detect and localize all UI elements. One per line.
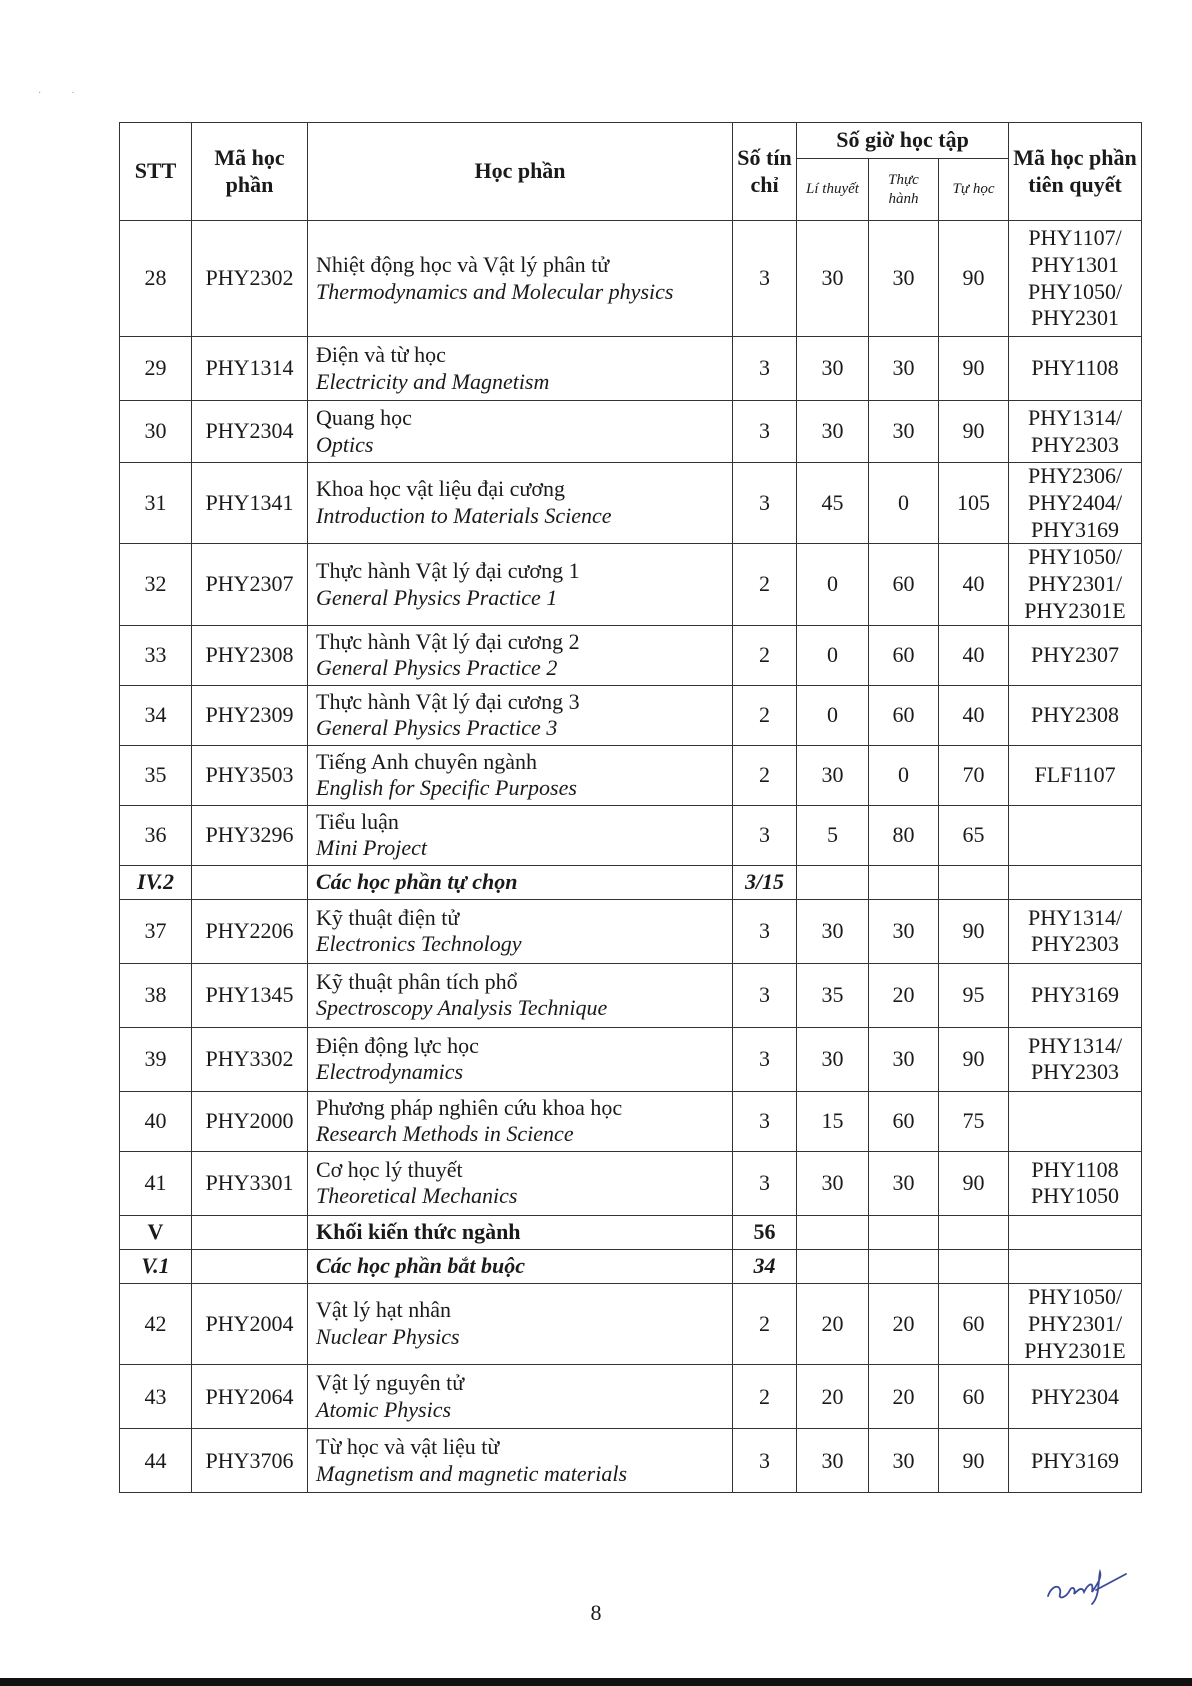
section-row <box>120 1215 1142 1249</box>
table-row <box>120 544 1142 625</box>
course-name-vietnamese: Điện động lực học <box>316 1032 479 1058</box>
prerequisite-codes <box>1009 401 1142 463</box>
section-title: Các học phần tự chọn <box>308 865 733 899</box>
course-code: PHY2064 <box>192 1365 308 1429</box>
header-study-hours: Số giờ học tập <box>797 123 1009 159</box>
theory-hours: 35 <box>797 963 869 1027</box>
prerequisite-code: PHY3169 <box>1031 1447 1120 1473</box>
row-number: 29 <box>120 337 192 401</box>
course-name <box>308 401 733 463</box>
self-study-hours: 90 <box>939 1429 1009 1493</box>
section-number: IV.2 <box>120 865 192 899</box>
course-name-english: Nuclear Physics <box>316 1324 460 1350</box>
credits: 3 <box>733 337 797 401</box>
self-study-hours: 90 <box>939 1151 1009 1215</box>
practice-hours: 0 <box>869 463 939 544</box>
course-name-vietnamese: Tiểu luận <box>316 808 399 834</box>
theory-hours: 0 <box>797 625 869 685</box>
prerequisite-codes <box>1009 221 1142 337</box>
course-name-english: Mini Project <box>316 835 427 861</box>
course-name-vietnamese: Từ học và vật liệu từ <box>316 1434 500 1460</box>
practice-hours: 20 <box>869 1365 939 1429</box>
theory-hours: 15 <box>797 1091 869 1151</box>
prerequisite-code: PHY2303 <box>1031 931 1120 957</box>
self-study-hours: 90 <box>939 899 1009 963</box>
course-name-vietnamese: Khoa học vật liệu đại cương <box>316 476 565 502</box>
course-name-vietnamese: Vật lý nguyên tử <box>316 1370 465 1396</box>
table-row <box>120 1429 1142 1493</box>
course-code: PHY3301 <box>192 1151 308 1215</box>
course-name-vietnamese: Phương pháp nghiên cứu khoa học <box>316 1094 623 1120</box>
theory-hours: 30 <box>797 899 869 963</box>
prerequisite-code: PHY1108 <box>1031 1156 1119 1182</box>
course-code: PHY2302 <box>192 221 308 337</box>
theory-hours: 30 <box>797 1151 869 1215</box>
row-number: 38 <box>120 963 192 1027</box>
section-prereq-empty <box>1009 1215 1142 1249</box>
header-theory: Lí thuyết <box>797 159 869 221</box>
table-row <box>120 625 1142 685</box>
section-code-empty <box>192 865 308 899</box>
self-study-hours: 95 <box>939 963 1009 1027</box>
prerequisite-codes <box>1009 1365 1142 1429</box>
course-name <box>308 1151 733 1215</box>
row-number: 40 <box>120 1091 192 1151</box>
table-row <box>120 337 1142 401</box>
prerequisite-codes <box>1009 1091 1142 1151</box>
theory-hours: 45 <box>797 463 869 544</box>
practice-hours: 80 <box>869 805 939 865</box>
table-row <box>120 745 1142 805</box>
table-row <box>120 899 1142 963</box>
course-name <box>308 805 733 865</box>
course-name <box>308 337 733 401</box>
credits: 3 <box>733 1091 797 1151</box>
section-row <box>120 865 1142 899</box>
section-theory-empty <box>797 1215 869 1249</box>
prerequisite-code: PHY1108 <box>1031 355 1119 381</box>
prerequisite-code: PHY1314/ <box>1027 904 1123 930</box>
header-course-name: Học phần <box>308 123 733 221</box>
course-code: PHY2309 <box>192 685 308 745</box>
course-name-vietnamese: Vật lý hạt nhân <box>316 1297 452 1323</box>
self-study-hours: 40 <box>939 625 1009 685</box>
self-study-hours: 90 <box>939 401 1009 463</box>
prerequisite-code: PHY1314/ <box>1027 1032 1123 1058</box>
course-code: PHY2307 <box>192 544 308 625</box>
credits: 3 <box>733 899 797 963</box>
theory-hours: 30 <box>797 1429 869 1493</box>
practice-hours: 30 <box>869 401 939 463</box>
credits: 2 <box>733 1283 797 1364</box>
header-course-code: Mã học phần <box>192 123 308 221</box>
prerequisite-code: FLF1107 <box>1034 762 1116 788</box>
row-number: 42 <box>120 1283 192 1364</box>
section-code-empty <box>192 1215 308 1249</box>
practice-hours: 20 <box>869 963 939 1027</box>
credits: 3 <box>733 463 797 544</box>
table-row <box>120 463 1142 544</box>
credits: 2 <box>733 1365 797 1429</box>
course-name-english: Atomic Physics <box>316 1396 452 1422</box>
row-number: 34 <box>120 685 192 745</box>
prerequisite-codes <box>1009 337 1142 401</box>
practice-hours: 60 <box>869 544 939 625</box>
row-number: 39 <box>120 1027 192 1091</box>
prerequisite-codes <box>1009 544 1142 625</box>
self-study-hours: 40 <box>939 544 1009 625</box>
course-name <box>308 899 733 963</box>
row-number: 28 <box>120 221 192 337</box>
signature-mark <box>1040 1566 1130 1606</box>
prerequisite-codes <box>1009 685 1142 745</box>
section-practice-empty <box>869 865 939 899</box>
prerequisite-code: PHY2306/ <box>1027 463 1123 488</box>
self-study-hours: 105 <box>939 463 1009 544</box>
course-name <box>308 1429 733 1493</box>
section-self-empty <box>939 1249 1009 1283</box>
theory-hours: 30 <box>797 337 869 401</box>
course-code: PHY2304 <box>192 401 308 463</box>
prerequisite-codes <box>1009 1027 1142 1091</box>
section-number: V.1 <box>120 1249 192 1283</box>
row-number: 31 <box>120 463 192 544</box>
section-theory-empty <box>797 865 869 899</box>
credits: 2 <box>733 745 797 805</box>
self-study-hours: 60 <box>939 1365 1009 1429</box>
course-name-english: English for Specific Purposes <box>316 775 577 801</box>
row-number: 35 <box>120 745 192 805</box>
practice-hours: 60 <box>869 1091 939 1151</box>
prerequisite-code: PHY3169 <box>1031 516 1120 542</box>
prerequisite-code: PHY3169 <box>1031 982 1120 1008</box>
course-name <box>308 544 733 625</box>
prerequisite-code: PHY1050/ <box>1027 544 1123 570</box>
table-row <box>120 401 1142 463</box>
row-number: 43 <box>120 1365 192 1429</box>
course-code: PHY1314 <box>192 337 308 401</box>
practice-hours: 30 <box>869 899 939 963</box>
row-number: 33 <box>120 625 192 685</box>
course-name-english: General Physics Practice 2 <box>316 655 558 681</box>
prerequisite-codes <box>1009 463 1142 544</box>
course-name-vietnamese: Nhiệt động học và Vật lý phân tử <box>316 251 610 277</box>
prerequisite-code: PHY2307 <box>1031 642 1120 668</box>
row-number: 44 <box>120 1429 192 1493</box>
prerequisite-codes <box>1009 1151 1142 1215</box>
section-row <box>120 1249 1142 1283</box>
section-self-empty <box>939 1215 1009 1249</box>
row-number: 37 <box>120 899 192 963</box>
credits: 2 <box>733 625 797 685</box>
course-name-vietnamese: Tiếng Anh chuyên ngành <box>316 748 538 774</box>
course-code: PHY2000 <box>192 1091 308 1151</box>
table-row <box>120 221 1142 337</box>
credits: 2 <box>733 544 797 625</box>
course-name <box>308 221 733 337</box>
credits: 3 <box>733 1151 797 1215</box>
header-stt: STT <box>120 123 192 221</box>
section-title: Các học phần bắt buộc <box>308 1249 733 1283</box>
practice-hours: 30 <box>869 1429 939 1493</box>
prerequisite-code: PHY2308 <box>1031 702 1120 728</box>
prerequisite-code: PHY1050 <box>1031 1183 1120 1209</box>
course-name <box>308 463 733 544</box>
prerequisite-code: PHY2404/ <box>1027 489 1123 515</box>
self-study-hours: 75 <box>939 1091 1009 1151</box>
theory-hours: 20 <box>797 1365 869 1429</box>
section-self-empty <box>939 865 1009 899</box>
course-code: PHY2004 <box>192 1283 308 1364</box>
prerequisite-code: PHY1050/ <box>1027 1283 1123 1309</box>
table-body <box>120 221 1142 1493</box>
practice-hours: 30 <box>869 337 939 401</box>
section-credits: 3/15 <box>733 865 797 899</box>
practice-hours: 60 <box>869 625 939 685</box>
course-name-vietnamese: Quang học <box>316 404 412 430</box>
course-name <box>308 963 733 1027</box>
table-row <box>120 1283 1142 1364</box>
table-row <box>120 685 1142 745</box>
theory-hours: 0 <box>797 685 869 745</box>
table-row <box>120 1027 1142 1091</box>
prerequisite-codes <box>1009 899 1142 963</box>
table-row <box>120 1365 1142 1429</box>
course-name-vietnamese: Điện và từ học <box>316 341 446 367</box>
row-number: 41 <box>120 1151 192 1215</box>
row-number: 36 <box>120 805 192 865</box>
section-code-empty <box>192 1249 308 1283</box>
header-self-study: Tự học <box>939 159 1009 221</box>
theory-hours: 5 <box>797 805 869 865</box>
prerequisite-codes <box>1009 1283 1142 1364</box>
prerequisite-code: PHY2301E <box>1024 1337 1126 1363</box>
practice-hours: 30 <box>869 1151 939 1215</box>
course-name-english: Electronics Technology <box>316 931 522 957</box>
theory-hours: 30 <box>797 221 869 337</box>
table-row <box>120 963 1142 1027</box>
course-name-vietnamese: Thực hành Vật lý đại cương 1 <box>316 557 580 583</box>
table-row <box>120 1151 1142 1215</box>
credits: 3 <box>733 1429 797 1493</box>
prerequisite-codes <box>1009 625 1142 685</box>
credits: 3 <box>733 805 797 865</box>
course-name-english: Research Methods in Science <box>316 1121 574 1147</box>
prerequisite-codes <box>1009 963 1142 1027</box>
course-code: PHY1345 <box>192 963 308 1027</box>
section-credits: 56 <box>733 1215 797 1249</box>
credits: 2 <box>733 685 797 745</box>
practice-hours: 0 <box>869 745 939 805</box>
section-practice-empty <box>869 1249 939 1283</box>
prerequisite-code: PHY1050/ <box>1027 278 1123 304</box>
course-name-english: General Physics Practice 3 <box>316 715 558 741</box>
prerequisite-code: PHY1301 <box>1031 251 1120 277</box>
course-name-english: Magnetism and magnetic materials <box>316 1460 628 1486</box>
header-practice: Thực hành <box>869 159 939 221</box>
table-row <box>120 805 1142 865</box>
curriculum-table <box>119 122 1142 1493</box>
prerequisite-code: PHY1107/ <box>1028 224 1122 250</box>
theory-hours: 0 <box>797 544 869 625</box>
header-credits: Số tín chỉ <box>733 123 797 221</box>
section-theory-empty <box>797 1249 869 1283</box>
prerequisite-code: PHY2301/ <box>1027 1310 1123 1336</box>
theory-hours: 30 <box>797 401 869 463</box>
self-study-hours: 40 <box>939 685 1009 745</box>
prerequisite-code: PHY1314/ <box>1027 404 1123 430</box>
course-name <box>308 1027 733 1091</box>
section-title: Khối kiến thức ngành <box>308 1215 733 1249</box>
section-practice-empty <box>869 1215 939 1249</box>
row-number: 30 <box>120 401 192 463</box>
course-name <box>308 745 733 805</box>
course-name-english: Optics <box>316 431 374 457</box>
self-study-hours: 90 <box>939 221 1009 337</box>
course-name-vietnamese: Cơ học lý thuyết <box>316 1156 463 1182</box>
course-code: PHY3706 <box>192 1429 308 1493</box>
prerequisite-code: PHY2304 <box>1031 1383 1120 1409</box>
theory-hours: 30 <box>797 745 869 805</box>
course-code: PHY1341 <box>192 463 308 544</box>
practice-hours: 20 <box>869 1283 939 1364</box>
page-number: 8 <box>590 1600 602 1625</box>
prerequisite-codes <box>1009 805 1142 865</box>
prerequisite-code: PHY2303 <box>1031 431 1120 457</box>
course-name <box>308 1365 733 1429</box>
self-study-hours: 65 <box>939 805 1009 865</box>
course-code: PHY2308 <box>192 625 308 685</box>
self-study-hours: 70 <box>939 745 1009 805</box>
section-credits: 34 <box>733 1249 797 1283</box>
course-name-english: Electrodynamics <box>316 1059 464 1085</box>
section-prereq-empty <box>1009 1249 1142 1283</box>
table-row <box>120 1091 1142 1151</box>
credits: 3 <box>733 221 797 337</box>
practice-hours: 30 <box>869 221 939 337</box>
course-name-english: Electricity and Magnetism <box>316 368 550 394</box>
prerequisite-code: PHY2303 <box>1031 1059 1120 1085</box>
course-name-english: Theoretical Mechanics <box>316 1183 518 1209</box>
course-name <box>308 625 733 685</box>
theory-hours: 30 <box>797 1027 869 1091</box>
course-name-english: Introduction to Materials Science <box>316 503 612 529</box>
credits: 3 <box>733 401 797 463</box>
course-name <box>308 1283 733 1364</box>
practice-hours: 30 <box>869 1027 939 1091</box>
course-code: PHY2206 <box>192 899 308 963</box>
course-name-english: Spectroscopy Analysis Technique <box>316 995 608 1021</box>
course-name <box>308 1091 733 1151</box>
course-code: PHY3302 <box>192 1027 308 1091</box>
self-study-hours: 60 <box>939 1283 1009 1364</box>
self-study-hours: 90 <box>939 337 1009 401</box>
course-name-english: Thermodynamics and Molecular physics <box>316 278 674 304</box>
section-number: V <box>120 1215 192 1249</box>
section-prereq-empty <box>1009 865 1142 899</box>
self-study-hours: 90 <box>939 1027 1009 1091</box>
course-name-vietnamese: Kỹ thuật điện tử <box>316 904 460 930</box>
course-code: PHY3296 <box>192 805 308 865</box>
theory-hours: 20 <box>797 1283 869 1364</box>
scan-marks: · · <box>38 88 75 99</box>
practice-hours: 60 <box>869 685 939 745</box>
course-name-vietnamese: Kỹ thuật phân tích phổ <box>316 968 518 994</box>
credits: 3 <box>733 1027 797 1091</box>
course-name <box>308 685 733 745</box>
prerequisite-codes <box>1009 1429 1142 1493</box>
course-name-english: General Physics Practice 1 <box>316 584 558 610</box>
prerequisite-code: PHY2301E <box>1024 598 1126 624</box>
course-name-vietnamese: Thực hành Vật lý đại cương 3 <box>316 688 580 714</box>
course-name-vietnamese: Thực hành Vật lý đại cương 2 <box>316 628 580 654</box>
header-prerequisite: Mã học phần tiên quyết <box>1009 123 1142 221</box>
scan-edge <box>0 1678 1192 1686</box>
row-number: 32 <box>120 544 192 625</box>
course-code: PHY3503 <box>192 745 308 805</box>
prerequisite-code: PHY2301/ <box>1027 571 1123 597</box>
prerequisite-codes <box>1009 745 1142 805</box>
credits: 3 <box>733 963 797 1027</box>
prerequisite-code: PHY2301 <box>1031 305 1120 331</box>
